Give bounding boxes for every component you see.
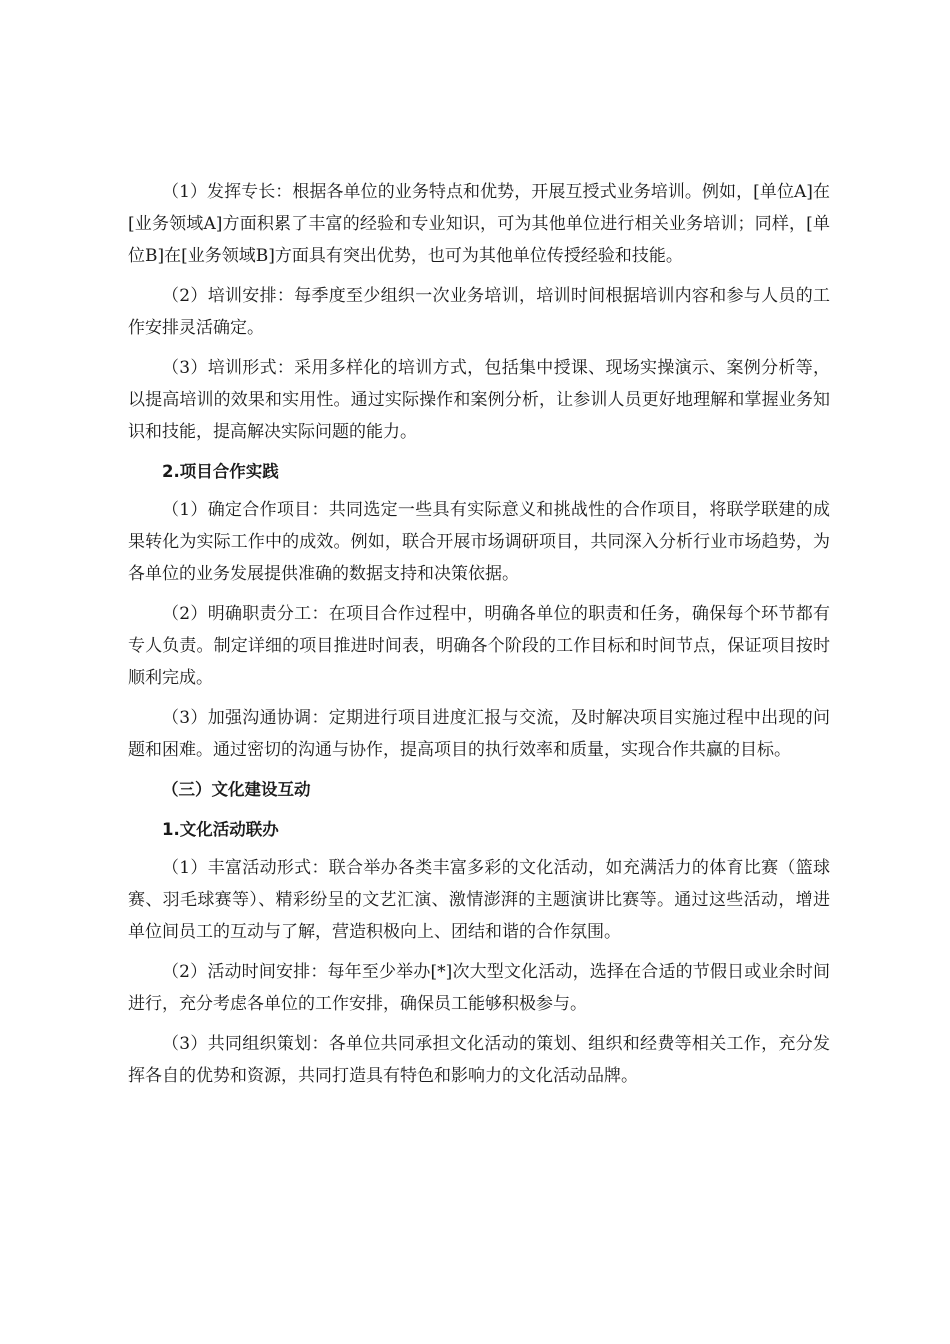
paragraph-confirm-projects: （1）确定合作项目：共同选定一些具有实际意义和挑战性的合作项目，将联学联建的成果转化为实际工作中的成效。例如，联合开展市场调研项目，共同深入分析行业市场趋势，为各单位的业务发展提供准确的数据支持和决策依据。 [128, 500, 830, 584]
paragraph-communication: （3）加强沟通协调：定期进行项目进度汇报与交流，及时解决项目实施过程中出现的问题和困难。通过密切的沟通与协作，提高项目的执行效率和质量，实现合作共赢的目标。 [128, 708, 830, 760]
paragraph-joint-planning: （3）共同组织策划：各单位共同承担文化活动的策划、组织和经费等相关工作，充分发挥各自的优势和资源，共同打造具有特色和影响力的文化活动品牌。 [128, 1034, 830, 1086]
paragraph-training-schedule: （2）培训安排：每季度至少组织一次业务培训，培训时间根据培训内容和参与人员的工作安排灵活确定。 [128, 286, 830, 338]
paragraph-training-expertise: （1）发挥专长：根据各单位的业务特点和优势，开展互授式业务培训。例如，[单位A]在[业务领域A]方面积累了丰富的经验和专业知识，可为其他单位进行相关业务培训；同样，[单位B]在[业务领域B]方面具有突出优势，也可为其他单位传授经验和技能。 [128, 182, 830, 266]
paragraph-responsibilities: （2）明确职责分工：在项目合作过程中，明确各单位的职责和任务，确保每个环节都有专人负责。制定详细的项目推进时间表，明确各个阶段的工作目标和时间节点，保证项目按时顺利完成。 [128, 604, 830, 688]
paragraph-activity-forms: （1）丰富活动形式：联合举办各类丰富多彩的文化活动，如充满活力的体育比赛（篮球赛、羽毛球赛等）、精彩纷呈的文艺汇演、激情澎湃的主题演讲比赛等。通过这些活动，增进单位间员工的互动与了解，营造积极向上、团结和谐的合作氛围。 [128, 858, 830, 942]
paragraph-training-format: （3）培训形式：采用多样化的培训方式，包括集中授课、现场实操演示、案例分析等，以提高培训的效果和实用性。通过实际操作和案例分析，让参训人员更好地理解和掌握业务知识和技能，提高解决实际问题的能力。 [128, 358, 830, 442]
heading-culture-activities: 1.文化活动联办 [162, 820, 279, 839]
heading-project-cooperation: 2.项目合作实践 [162, 462, 279, 481]
heading-culture-interaction: （三）文化建设互动 [162, 780, 311, 799]
document-body [128, 176, 830, 1100]
paragraph-activity-schedule: （2）活动时间安排：每年至少举办[*]次大型文化活动，选择在合适的节假日或业余时间进行，充分考虑各单位的工作安排，确保员工能够积极参与。 [128, 962, 830, 1014]
